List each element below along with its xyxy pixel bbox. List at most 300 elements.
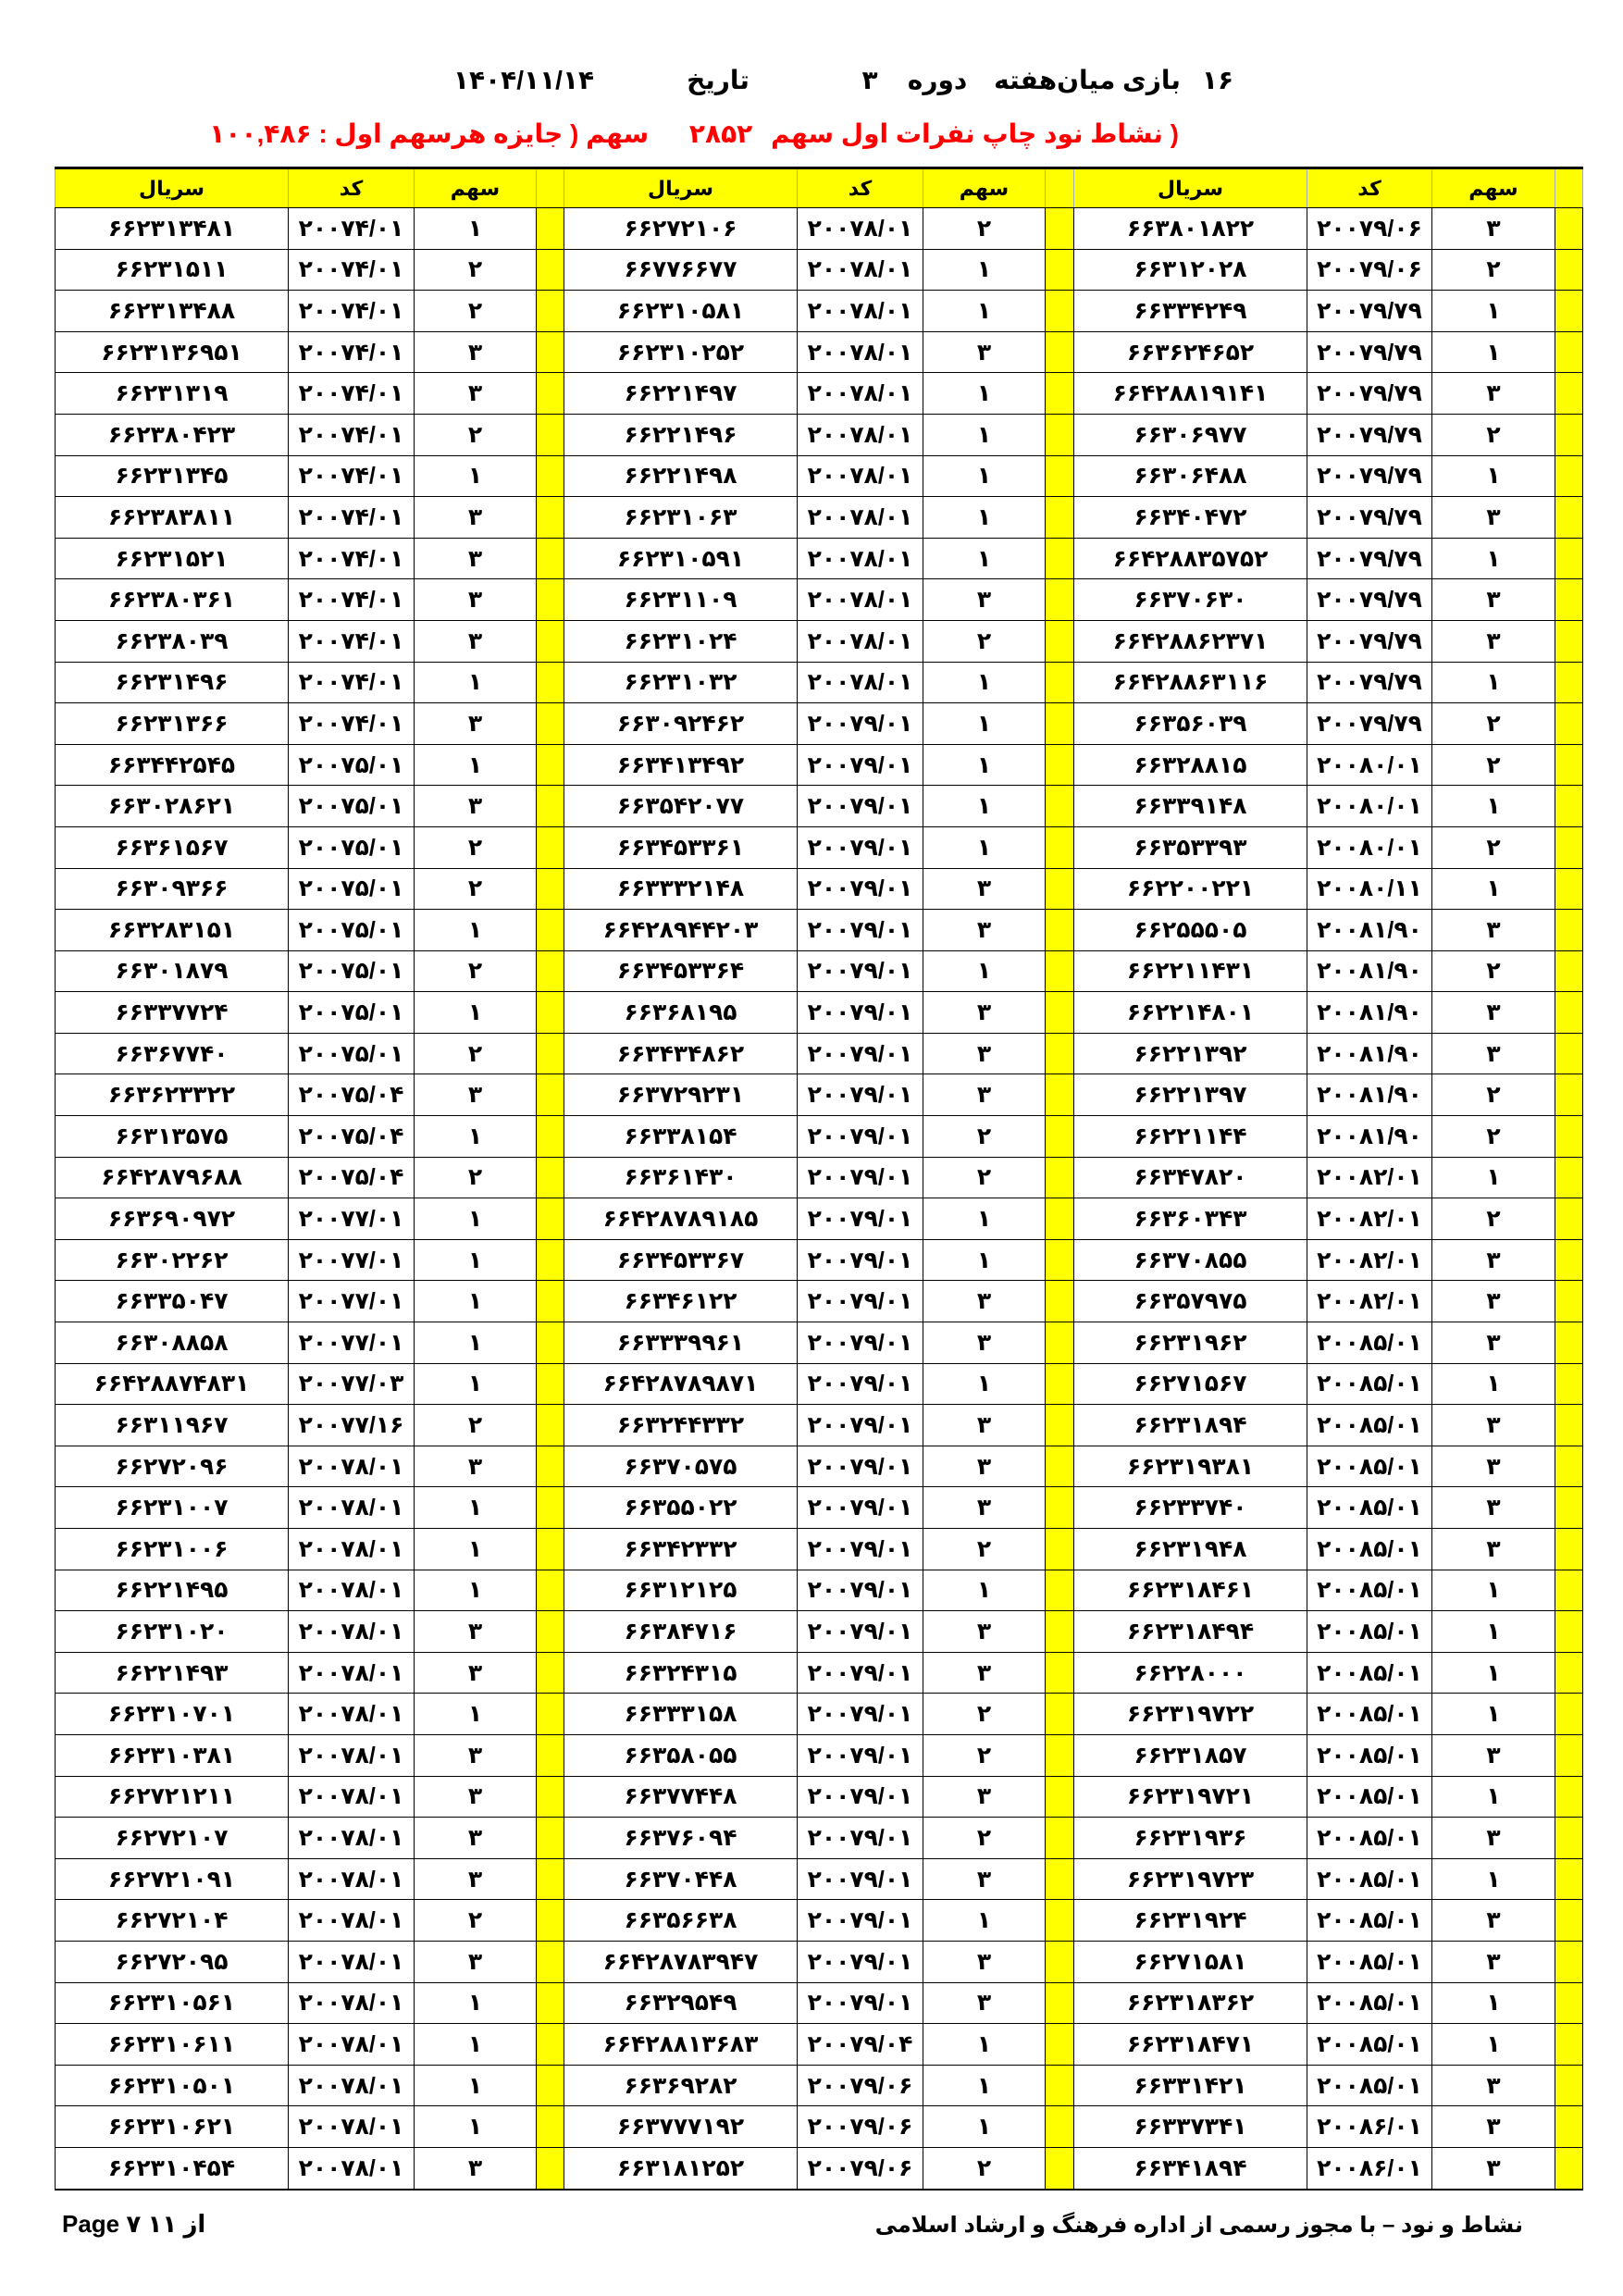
code-cell: ۲۰۰۷۹/۷۹ (1307, 538, 1432, 579)
code-cell: ۲۰۰۷۹/۰۱ (798, 1363, 923, 1405)
serial-cell: ۶۶۴۲۸۸۷۴۸۳۱ (56, 1363, 289, 1405)
serial-cell: ۶۶۲۲۱۱۴۴ (1074, 1116, 1307, 1158)
serial-cell: ۶۶۳۲۸۳۱۵۱ (56, 910, 289, 951)
serial-cell: ۶۶۴۲۸۸۱۳۶۸۳ (564, 2024, 798, 2066)
serial-cell: ۶۶۳۶۲۳۳۲۲ (56, 1074, 289, 1116)
share-cell: ۳ (415, 620, 537, 662)
share-cell: ۳ (415, 1074, 537, 1116)
serial-cell: ۶۶۲۳۱۵۱۱ (56, 249, 289, 291)
code-cell: ۲۰۰۸۵/۰۱ (1307, 1776, 1432, 1818)
marker-cell (537, 1941, 564, 1982)
marker-cell (537, 786, 564, 827)
code-cell: ۲۰۰۷۹/۰۱ (798, 1858, 923, 1900)
marker-cell (1555, 455, 1583, 497)
serial-cell: ۶۶۲۳۱۰۶۳ (564, 497, 798, 539)
marker-cell (1046, 744, 1074, 786)
share-cell: ۳ (415, 331, 537, 373)
serial-cell: ۶۶۳۲۴۴۳۳۲ (564, 1405, 798, 1446)
code-cell: ۲۰۰۷۸/۰۱ (289, 1858, 415, 1900)
code-cell: ۲۰۰۷۴/۰۱ (289, 331, 415, 373)
serial-cell: ۶۶۲۲۱۳۹۷ (1074, 1074, 1307, 1116)
table-row (56, 868, 1583, 910)
share-cell: ۱ (923, 662, 1046, 703)
code-cell: ۲۰۰۷۸/۰۱ (798, 662, 923, 703)
serial-cell: ۶۶۲۳۱۰۵۶۱ (56, 1982, 289, 2024)
share-cell: ۲ (1432, 744, 1555, 786)
serial-cell: ۶۶۴۲۸۸۱۹۱۴۱ (1074, 373, 1307, 415)
code-cell: ۲۰۰۷۵/۰۴ (289, 1157, 415, 1198)
code-cell: ۲۰۰۸۱/۹۰ (1307, 992, 1432, 1034)
table-row (56, 291, 1583, 332)
code-cell: ۲۰۰۷۸/۰۱ (798, 414, 923, 455)
table-row (56, 1198, 1583, 1240)
serial-cell: ۶۶۳۰۲۲۶۲ (56, 1239, 289, 1281)
marker-cell (1046, 662, 1074, 703)
serial-cell: ۶۶۲۳۱۹۷۲۳ (1074, 1858, 1307, 1900)
subtitle-part1: ( نشاط نود چاپ نفرات اول سهم (771, 119, 1179, 148)
license-text: نشاط و نود – با مجوز رسمی از اداره فرهنگ و ارشاد اسلامی (874, 2213, 1523, 2238)
code-cell: ۲۰۰۷۴/۰۱ (289, 373, 415, 415)
table-row (56, 703, 1583, 745)
share-cell: ۳ (415, 373, 537, 415)
code-cell: ۲۰۰۸۲/۰۱ (1307, 1281, 1432, 1322)
marker-cell (1555, 1074, 1583, 1116)
code-cell: ۲۰۰۷۹/۰۱ (798, 1982, 923, 2024)
table-row (56, 1900, 1583, 1942)
share-cell: ۳ (415, 1941, 537, 1982)
serial-cell: ۶۶۲۳۱۰۵۸۱ (564, 291, 798, 332)
code-cell: ۲۰۰۸۵/۰۱ (1307, 1652, 1432, 1694)
share-cell: ۱ (1432, 662, 1555, 703)
code-cell: ۲۰۰۷۴/۰۱ (289, 497, 415, 539)
code-cell: ۲۰۰۷۴/۰۱ (289, 662, 415, 703)
marker-cell (537, 992, 564, 1034)
marker-cell (1555, 2147, 1583, 2189)
share-cell: ۱ (1432, 538, 1555, 579)
code-cell: ۲۰۰۷۹/۰۱ (798, 1322, 923, 1364)
share-cell: ۱ (1432, 1652, 1555, 1694)
code-cell: ۲۰۰۷۹/۰۱ (798, 992, 923, 1034)
serial-cell: ۶۶۲۳۱۸۴۹۴ (1074, 1611, 1307, 1653)
marker-cell (537, 620, 564, 662)
marker-cell (537, 868, 564, 910)
marker-cell (1555, 249, 1583, 291)
code-cell: ۲۰۰۷۴/۰۱ (289, 208, 415, 250)
table-row (56, 1446, 1583, 1487)
marker-cell (1555, 662, 1583, 703)
table-row (56, 414, 1583, 455)
marker-cell (1046, 1734, 1074, 1776)
code-cell: ۲۰۰۷۸/۰۱ (289, 1487, 415, 1529)
marker-cell (1555, 2106, 1583, 2148)
share-cell: ۳ (923, 1405, 1046, 1446)
marker-header (537, 168, 564, 208)
serial-cell: ۶۶۲۷۲۰۹۶ (56, 1446, 289, 1487)
code-cell: ۲۰۰۷۵/۰۱ (289, 744, 415, 786)
code-cell: ۲۰۰۷۸/۰۱ (798, 291, 923, 332)
marker-cell (537, 1652, 564, 1694)
serial-cell: ۶۶۳۷۰۵۷۵ (564, 1446, 798, 1487)
marker-cell (1046, 1322, 1074, 1364)
code-cell: ۲۰۰۷۸/۰۱ (798, 579, 923, 621)
serial-cell: ۶۶۴۲۸۹۴۴۲۰۳ (564, 910, 798, 951)
share-cell: ۳ (1432, 1818, 1555, 1859)
marker-cell (1555, 1694, 1583, 1735)
serial-cell: ۶۶۳۶۱۵۶۷ (56, 826, 289, 868)
code-cell: ۲۰۰۷۹/۰۱ (798, 1611, 923, 1653)
serial-cell: ۶۶۳۴۱۸۹۴ (1074, 2147, 1307, 2189)
table-row (56, 1652, 1583, 1694)
table-row (56, 950, 1583, 992)
marker-cell (537, 950, 564, 992)
marker-cell (1555, 373, 1583, 415)
share-cell: ۲ (415, 1157, 537, 1198)
share-cell: ۳ (1432, 1322, 1555, 1364)
code-cell: ۲۰۰۷۹/۰۱ (798, 826, 923, 868)
share-cell: ۱ (923, 2024, 1046, 2066)
serial-cell: ۶۶۳۷۷۴۴۸ (564, 1776, 798, 1818)
share-cell: ۱ (923, 455, 1046, 497)
share-cell: ۳ (923, 331, 1046, 373)
share-cell: ۳ (1432, 1033, 1555, 1074)
date-value: ۱۴۰۴/۱۱/۱۴ (452, 66, 595, 94)
marker-cell (537, 1776, 564, 1818)
marker-cell (1046, 414, 1074, 455)
marker-cell (1555, 1900, 1583, 1942)
marker-cell (1555, 1487, 1583, 1529)
marker-cell (537, 1529, 564, 1570)
serial-cell: ۶۶۲۳۱۹۳۶ (1074, 1818, 1307, 1859)
marker-cell (1046, 1818, 1074, 1859)
column-header-share: سهم (923, 168, 1046, 208)
marker-cell (1046, 1941, 1074, 1982)
share-cell: ۱ (923, 826, 1046, 868)
code-cell: ۲۰۰۷۸/۰۱ (289, 1941, 415, 1982)
serial-cell: ۶۶۳۰۹۳۶۶ (56, 868, 289, 910)
marker-cell (537, 2106, 564, 2148)
table-row (56, 2065, 1583, 2106)
share-cell: ۲ (415, 291, 537, 332)
share-cell: ۳ (1432, 1734, 1555, 1776)
marker-cell (537, 1198, 564, 1240)
serial-cell: ۶۶۲۳۱۹۷۲۲ (1074, 1694, 1307, 1735)
share-cell: ۱ (923, 786, 1046, 827)
code-cell: ۲۰۰۸۱/۹۰ (1307, 910, 1432, 951)
code-cell: ۲۰۰۷۹/۰۶ (798, 2065, 923, 2106)
share-cell: ۱ (1432, 1363, 1555, 1405)
code-cell: ۲۰۰۸۵/۰۱ (1307, 1322, 1432, 1364)
code-cell: ۲۰۰۷۴/۰۱ (289, 579, 415, 621)
column-header-code: کد (289, 168, 415, 208)
code-cell: ۲۰۰۸۵/۰۱ (1307, 1487, 1432, 1529)
share-cell: ۱ (1432, 291, 1555, 332)
serial-cell: ۶۶۲۳۸۰۳۹ (56, 620, 289, 662)
code-cell: ۲۰۰۷۸/۰۱ (289, 1694, 415, 1735)
share-cell: ۳ (1432, 1900, 1555, 1942)
share-cell: ۳ (923, 1487, 1046, 1529)
share-cell: ۱ (923, 497, 1046, 539)
marker-cell (537, 497, 564, 539)
share-cell: ۳ (923, 910, 1046, 951)
marker-cell (1046, 1074, 1074, 1116)
share-cell: ۱ (415, 1570, 537, 1611)
share-cell: ۱ (415, 1982, 537, 2024)
share-cell: ۳ (923, 579, 1046, 621)
serial-cell: ۶۶۲۳۱۰۲۵۲ (564, 331, 798, 373)
share-cell: ۳ (1432, 620, 1555, 662)
code-cell: ۲۰۰۸۲/۰۱ (1307, 1157, 1432, 1198)
marker-cell (1555, 497, 1583, 539)
code-cell: ۲۰۰۸۵/۰۱ (1307, 1570, 1432, 1611)
table-row (56, 538, 1583, 579)
marker-cell (537, 2147, 564, 2189)
serial-cell: ۶۶۲۲۱۳۹۲ (1074, 1033, 1307, 1074)
marker-cell (1046, 910, 1074, 951)
round-number: ۳ (861, 66, 878, 94)
marker-cell (1046, 1281, 1074, 1322)
marker-cell (537, 744, 564, 786)
serial-cell: ۶۶۳۷۰۴۴۸ (564, 1858, 798, 1900)
code-cell: ۲۰۰۷۹/۰۱ (798, 1652, 923, 1694)
share-cell: ۲ (923, 1529, 1046, 1570)
marker-cell (1555, 1198, 1583, 1240)
share-cell: ۲ (1432, 703, 1555, 745)
code-cell: ۲۰۰۸۵/۰۱ (1307, 1611, 1432, 1653)
share-cell: ۳ (923, 1446, 1046, 1487)
marker-cell (537, 331, 564, 373)
marker-cell (537, 1281, 564, 1322)
serial-cell: ۶۶۳۴۶۱۲۲ (564, 1281, 798, 1322)
code-cell: ۲۰۰۷۹/۷۹ (1307, 579, 1432, 621)
serial-cell: ۶۶۳۶۰۳۴۳ (1074, 1198, 1307, 1240)
table-row (56, 1611, 1583, 1653)
serial-cell: ۶۶۲۳۱۰۰۷ (56, 1487, 289, 1529)
share-cell: ۳ (1432, 579, 1555, 621)
serial-cell: ۶۶۲۳۱۰۲۴ (564, 620, 798, 662)
share-cell: ۲ (1432, 1074, 1555, 1116)
code-cell: ۲۰۰۷۸/۰۱ (798, 538, 923, 579)
round-label: دوره (907, 66, 968, 94)
marker-cell (1046, 1033, 1074, 1074)
game-number: ۱۶ (1201, 66, 1234, 94)
serial-cell: ۶۶۴۲۸۸۳۵۷۵۲ (1074, 538, 1307, 579)
serial-cell: ۶۶۳۸۰۱۸۲۲ (1074, 208, 1307, 250)
code-cell: ۲۰۰۸۰/۰۱ (1307, 744, 1432, 786)
code-cell: ۲۰۰۷۹/۰۱ (798, 1198, 923, 1240)
code-cell: ۲۰۰۸۵/۰۱ (1307, 2065, 1432, 2106)
serial-cell: ۶۶۳۷۰۶۳۰ (1074, 579, 1307, 621)
marker-cell (537, 1858, 564, 1900)
share-cell: ۱ (415, 992, 537, 1034)
marker-cell (537, 1363, 564, 1405)
code-cell: ۲۰۰۸۵/۰۱ (1307, 1900, 1432, 1942)
serial-cell: ۶۶۳۷۲۹۲۳۱ (564, 1074, 798, 1116)
code-cell: ۲۰۰۷۸/۰۱ (798, 455, 923, 497)
share-cell: ۲ (923, 208, 1046, 250)
marker-cell (1555, 1157, 1583, 1198)
serial-cell: ۶۶۳۳۹۱۴۸ (1074, 786, 1307, 827)
share-cell: ۱ (1432, 1157, 1555, 1198)
code-cell: ۲۰۰۷۸/۰۱ (289, 1570, 415, 1611)
marker-cell (537, 1446, 564, 1487)
share-cell: ۱ (1432, 1982, 1555, 2024)
winners-table (55, 167, 1583, 2191)
serial-cell: ۶۶۲۲۱۴۹۵ (56, 1570, 289, 1611)
marker-cell (1046, 291, 1074, 332)
serial-cell: ۶۶۳۴۷۸۲۰ (1074, 1157, 1307, 1198)
code-cell: ۲۰۰۷۹/۷۹ (1307, 414, 1432, 455)
serial-cell: ۶۶۲۳۱۸۵۷ (1074, 1734, 1307, 1776)
serial-cell: ۶۶۲۳۱۹۳۸۱ (1074, 1446, 1307, 1487)
code-cell: ۲۰۰۸۱/۹۰ (1307, 1116, 1432, 1158)
column-header-serial: سریال (1074, 168, 1307, 208)
code-cell: ۲۰۰۷۸/۰۱ (798, 249, 923, 291)
subtitle-part2: سهم ( جایزه هرسهم اول : ۱۰۰,۴۸۶ (209, 119, 650, 148)
share-cell: ۱ (1432, 1570, 1555, 1611)
serial-cell: ۶۶۲۳۱۳۴۸۱ (56, 208, 289, 250)
marker-cell (1046, 1487, 1074, 1529)
share-cell: ۱ (923, 1570, 1046, 1611)
marker-cell (537, 208, 564, 250)
share-cell: ۳ (415, 538, 537, 579)
share-cell: ۱ (415, 1529, 537, 1570)
share-cell: ۲ (923, 620, 1046, 662)
code-cell: ۲۰۰۷۹/۰۱ (798, 1570, 923, 1611)
table-row (56, 1239, 1583, 1281)
marker-cell (537, 703, 564, 745)
marker-cell (1046, 208, 1074, 250)
code-cell: ۲۰۰۷۸/۰۱ (289, 1734, 415, 1776)
marker-cell (1555, 1611, 1583, 1653)
serial-cell: ۶۶۲۷۲۱۰۴ (56, 1900, 289, 1942)
marker-cell (537, 1116, 564, 1158)
marker-cell (1046, 1116, 1074, 1158)
serial-cell: ۶۶۳۷۶۰۹۴ (564, 1818, 798, 1859)
code-cell: ۲۰۰۷۷/۰۱ (289, 1322, 415, 1364)
marker-cell (537, 1900, 564, 1942)
share-cell: ۲ (415, 1405, 537, 1446)
share-cell: ۱ (923, 744, 1046, 786)
marker-cell (1046, 620, 1074, 662)
serial-cell: ۶۶۲۷۲۱۲۱۱ (56, 1776, 289, 1818)
serial-cell: ۶۶۳۳۱۴۲۱ (1074, 2065, 1307, 2106)
code-cell: ۲۰۰۷۵/۰۴ (289, 1074, 415, 1116)
code-cell: ۲۰۰۷۴/۰۱ (289, 703, 415, 745)
serial-cell: ۶۶۳۴۰۴۷۲ (1074, 497, 1307, 539)
marker-cell (1046, 2024, 1074, 2066)
marker-cell (537, 249, 564, 291)
share-cell: ۱ (923, 1900, 1046, 1942)
code-cell: ۲۰۰۷۸/۰۱ (289, 1900, 415, 1942)
marker-cell (1555, 1363, 1583, 1405)
share-cell: ۱ (923, 2106, 1046, 2148)
code-cell: ۲۰۰۷۸/۰۱ (798, 208, 923, 250)
table-row (56, 2147, 1583, 2189)
share-cell: ۲ (923, 1116, 1046, 1158)
serial-cell: ۶۶۲۲۱۱۴۳۱ (1074, 950, 1307, 992)
serial-cell: ۶۶۲۲۰۰۲۲۱ (1074, 868, 1307, 910)
marker-cell (1555, 1529, 1583, 1570)
code-cell: ۲۰۰۸۱/۹۰ (1307, 950, 1432, 992)
code-cell: ۲۰۰۷۵/۰۱ (289, 992, 415, 1034)
code-cell: ۲۰۰۷۷/۰۱ (289, 1239, 415, 1281)
serial-cell: ۶۶۳۳۴۲۴۹ (1074, 291, 1307, 332)
serial-cell: ۶۶۲۷۲۱۰۹۱ (56, 1858, 289, 1900)
serial-cell: ۶۶۳۰۶۹۷۷ (1074, 414, 1307, 455)
code-cell: ۲۰۰۷۸/۰۱ (798, 620, 923, 662)
code-cell: ۲۰۰۸۵/۰۱ (1307, 1529, 1432, 1570)
serial-cell: ۶۶۳۱۲۰۲۸ (1074, 249, 1307, 291)
code-cell: ۲۰۰۷۹/۷۹ (1307, 331, 1432, 373)
column-header-share: سهم (415, 168, 537, 208)
code-cell: ۲۰۰۷۸/۰۱ (289, 1446, 415, 1487)
table-row (56, 2106, 1583, 2148)
page-number: Page ۷ از ۱۱ (62, 2210, 206, 2238)
table-row (56, 910, 1583, 951)
code-cell: ۲۰۰۷۷/۱۶ (289, 1405, 415, 1446)
table-row (56, 373, 1583, 415)
marker-cell (1046, 579, 1074, 621)
serial-cell: ۶۶۲۳۱۰۵۰۱ (56, 2065, 289, 2106)
table-row (56, 1694, 1583, 1735)
marker-cell (1555, 950, 1583, 992)
share-cell: ۱ (415, 1239, 537, 1281)
marker-cell (1555, 1776, 1583, 1818)
code-cell: ۲۰۰۷۹/۰۱ (798, 1818, 923, 1859)
serial-cell: ۶۶۳۱۳۵۷۵ (56, 1116, 289, 1158)
serial-cell: ۶۶۲۳۱۳۶۶ (56, 703, 289, 745)
marker-cell (1555, 1281, 1583, 1322)
marker-cell (537, 414, 564, 455)
serial-cell: ۶۶۳۸۴۷۱۶ (564, 1611, 798, 1653)
share-cell: ۲ (1432, 1198, 1555, 1240)
marker-cell (1555, 1982, 1583, 2024)
share-cell: ۳ (1432, 2065, 1555, 2106)
serial-cell: ۶۶۲۳۱۹۶۲ (1074, 1322, 1307, 1364)
serial-cell: ۶۶۴۲۸۷۸۹۱۸۵ (564, 1198, 798, 1240)
serial-cell: ۶۶۳۲۹۵۴۹ (564, 1982, 798, 2024)
table-row (56, 786, 1583, 827)
code-cell: ۲۰۰۷۹/۷۹ (1307, 291, 1432, 332)
share-cell: ۱ (923, 703, 1046, 745)
share-cell: ۱ (415, 1116, 537, 1158)
code-cell: ۲۰۰۸۰/۱۱ (1307, 868, 1432, 910)
marker-cell (1046, 1652, 1074, 1694)
code-cell: ۲۰۰۷۹/۰۱ (798, 1734, 923, 1776)
serial-cell: ۶۶۲۳۱۰۲۰ (56, 1611, 289, 1653)
marker-cell (1046, 826, 1074, 868)
code-cell: ۲۰۰۷۹/۰۱ (798, 1157, 923, 1198)
code-cell: ۲۰۰۷۹/۰۱ (798, 1529, 923, 1570)
code-cell: ۲۰۰۷۸/۰۱ (289, 2065, 415, 2106)
code-cell: ۲۰۰۷۹/۰۱ (798, 1405, 923, 1446)
table-row (56, 1818, 1583, 1859)
table-row (56, 1529, 1583, 1570)
code-cell: ۲۰۰۷۸/۰۱ (798, 331, 923, 373)
share-cell: ۳ (1432, 1941, 1555, 1982)
marker-cell (1046, 786, 1074, 827)
share-cell: ۳ (923, 1281, 1046, 1322)
share-cell: ۱ (415, 1694, 537, 1735)
share-cell: ۳ (1432, 1239, 1555, 1281)
code-cell: ۲۰۰۷۹/۷۹ (1307, 662, 1432, 703)
code-cell: ۲۰۰۷۸/۰۱ (289, 1818, 415, 1859)
code-cell: ۲۰۰۷۸/۰۱ (289, 1982, 415, 2024)
code-cell: ۲۰۰۷۵/۰۱ (289, 910, 415, 951)
code-cell: ۲۰۰۷۹/۷۹ (1307, 703, 1432, 745)
serial-cell: ۶۶۳۶۸۱۹۵ (564, 992, 798, 1034)
serial-cell: ۶۶۳۳۷۷۲۴ (56, 992, 289, 1034)
